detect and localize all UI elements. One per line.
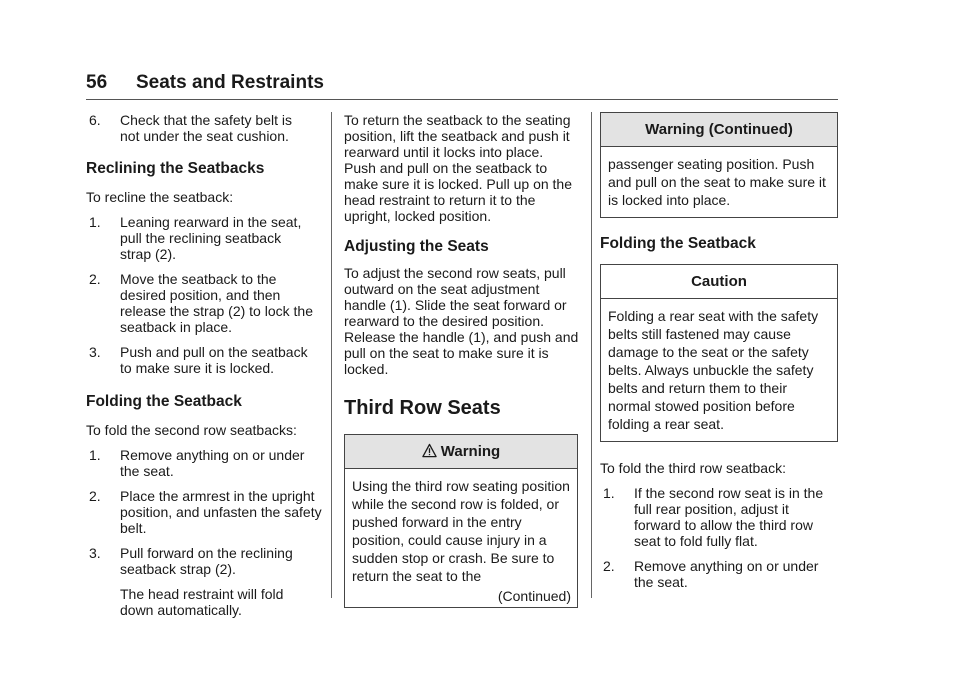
list-item: 1. If the second row seat is in the full rear position, adjust it forward to allow the third row seat to fold fully flat. (603, 485, 824, 549)
section-heading-folding: Folding the Seatback (600, 235, 756, 252)
warning-continued-header: Warning (Continued) (601, 113, 837, 147)
section-heading-third-row: Third Row Seats (344, 397, 501, 419)
section-title: Seats and Restraints (136, 72, 324, 93)
column-3 (600, 112, 840, 590)
warning-continued-body: passenger seating position. Push and pull on the seat to make sure it is locked into place. (608, 156, 826, 208)
step-note: The head restraint will fold down automatically. (120, 586, 284, 618)
step-text: Push and pull on the seatback to make sure it is locked. (120, 344, 308, 376)
page-number: 56 (86, 72, 108, 93)
step-text: Remove anything on or under the seat. (120, 447, 305, 479)
column-divider (331, 112, 332, 598)
paragraph: To recline the seatback: (86, 189, 234, 205)
section-heading-reclining: Reclining the Seatbacks (86, 160, 265, 177)
page-header (86, 70, 838, 100)
caution-header: Caution (601, 265, 837, 299)
paragraph: To return the seatback to the seating position, lift the seatback and push it rearward until it locks into place. Push and pull on the seatback to make sure it is locked. Pull up on the head restraint to return it to the upright, locked position. (344, 112, 573, 224)
section-heading-adjusting: Adjusting the Seats (344, 238, 489, 255)
list-item: 6. Check that the safety belt is not under the seat cushion. (89, 112, 292, 144)
step-text: Leaning rearward in the seat, pull the reclining seatback strap (2). (120, 214, 302, 262)
step-text: Pull forward on the reclining seatback strap (2). (120, 545, 293, 577)
step-text: Place the armrest in the upright position, and unfasten the safety belt. (120, 488, 322, 536)
list-item: 2. Move the seatback to the desired position, and then release the strap (2) to lock the seatback in place. (89, 271, 313, 335)
list-item: 1. Remove anything on or under the seat. (89, 447, 305, 479)
list-item: 2. Place the armrest in the upright position, and unfasten the safety belt. (89, 488, 322, 536)
list-item: 3. Pull forward on the reclining seatback strap (2). (89, 545, 293, 577)
step-text: Check that the safety belt is not under the seat cushion. (120, 112, 292, 144)
list-item: 1. Leaning rearward in the seat, pull the reclining seatback strap (2). (89, 214, 302, 262)
step-text: Remove anything on or under the seat. (634, 558, 819, 590)
column-2 (344, 112, 580, 608)
warning-triangle-icon (422, 437, 437, 471)
warning-header (345, 435, 577, 469)
section-heading-folding: Folding the Seatback (86, 393, 242, 410)
step-text: Move the seatback to the desired position, and then release the strap (2) to lock the seatback in place. (120, 271, 313, 335)
list-item: 2. Remove anything on or under the seat. (603, 558, 819, 590)
column-1 (86, 112, 322, 618)
caution-box (600, 264, 838, 442)
paragraph: To fold the third row seatback: (600, 460, 786, 476)
list-item: 3. Push and pull on the seatback to make sure it is locked. (89, 344, 308, 376)
step-text: If the second row seat is in the full rear position, adjust it forward to allow the third row seat to fold fully flat. (634, 485, 824, 549)
paragraph: To fold the second row seatbacks: (86, 422, 297, 438)
paragraph: To adjust the second row seats, pull outward on the seat adjustment handle (1). Slide the seat forward or rearward to the desired position. Release the handle (1), and push and pull on the seat to make sure it is locked. (344, 265, 579, 377)
caution-body: Folding a rear seat with the safety belts still fastened may cause damage to the seat or the safety belts. Always unbuckle the safety belts and return them to their normal stowed position before folding a rear seat. (608, 308, 819, 432)
continued-label: (Continued) (497, 588, 571, 604)
warning-body: Using the third row seating position while the second row is folded, or pushed forward in the entry position, could cause injury in a sudden stop or crash. Be sure to return the seat to the (352, 478, 570, 584)
warning-continued-box (600, 112, 838, 218)
warning-title: Warning (440, 443, 501, 460)
warning-box (344, 434, 578, 608)
column-divider (591, 112, 592, 598)
